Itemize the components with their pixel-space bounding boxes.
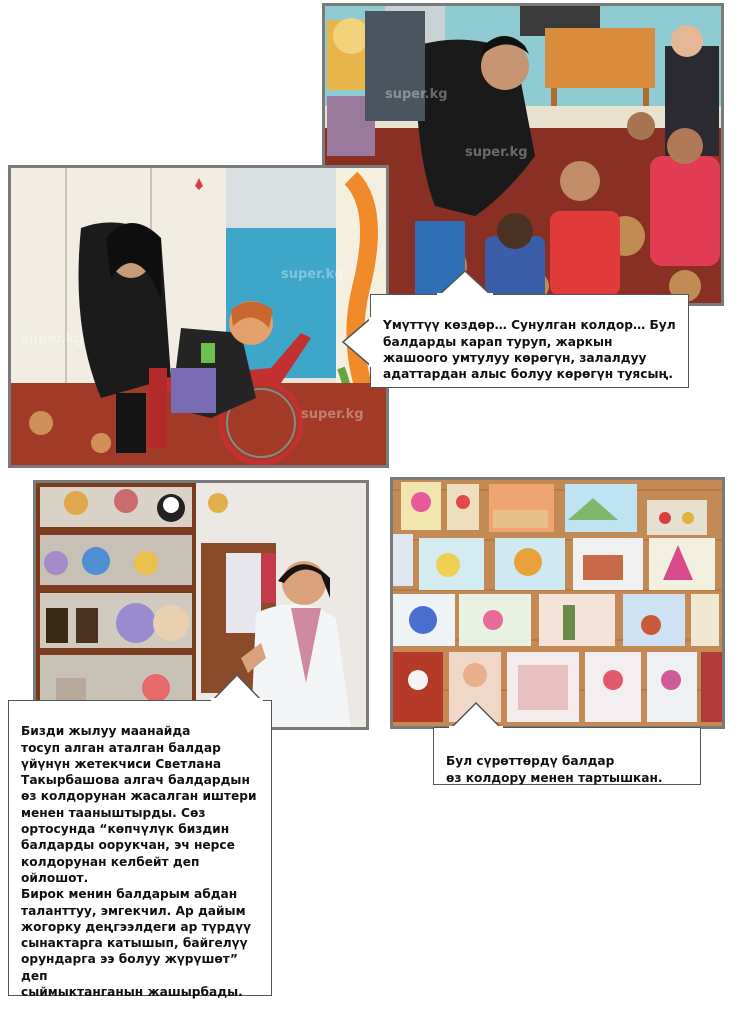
svg-text:super.kg: super.kg [465,145,528,160]
caption-drawings-text: Бул сүрөттөрдү балдар өз колдору менен тартышкан. [446,754,663,785]
caption-top-pointer [340,270,500,380]
caption-bottom [8,700,272,1000]
svg-text:super.kg: super.kg [385,87,448,102]
caption-bottom-pointer [200,672,280,704]
caption-drawings [433,727,701,785]
caption-drawings-pointer [440,700,520,732]
svg-text:super.kg: super.kg [281,267,344,282]
caption-bottom-text: Бизди жылуу маанайда тосуп алган аталган балдар үйүнүн жетекчиси Светлана Такырбашова алгач балдардын өз колдорунан жасалган иштери менен тааныштырды. Сөз ортосунда “көпчүлүк биздин балдарды оорукчан, эч нерсе колдорунан келбейт деп ойлошот. Бирок менин балдарым абдан таланттуу, эмгекчил. Ар дайым жогорку деңгээлдеги ар түрдүү сынактарга катышып, байгелүү орундарга ээ болуу жүрүшөт” деп сыймыктанганын жашырбады. [21,724,257,1000]
wheelchair-photo [8,165,389,468]
svg-text:super.kg: super.kg [301,407,364,422]
svg-text:super.kg: super.kg [21,332,84,347]
caption-top-text: Үмүттүү көздөр… Сунулган колдор… Бул балдарды карап туруп, жаркын жашоого умтулуу көрөгүн, залалдуу адаттардан алыс болуу көрөгүн туясың. [383,318,676,382]
drawings-wall-photo [390,477,725,729]
